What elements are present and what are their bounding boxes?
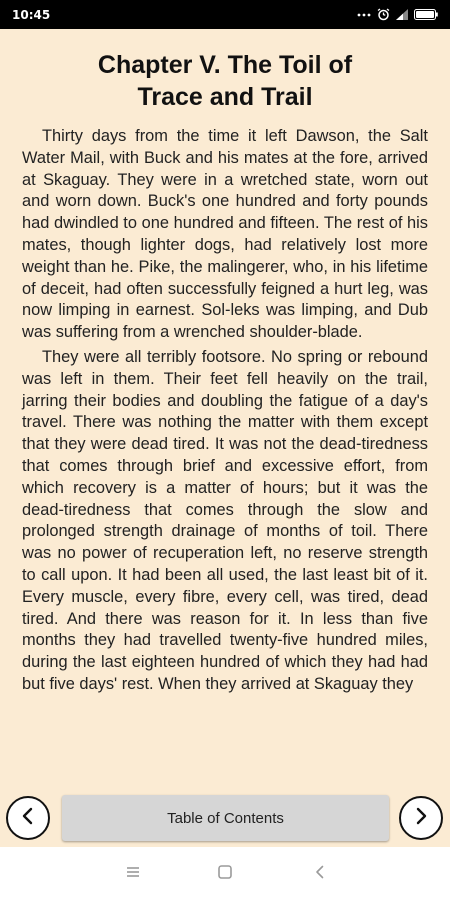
chevron-left-icon (19, 806, 37, 831)
status-icons (357, 8, 438, 21)
menu-button[interactable] (123, 864, 143, 884)
home-button[interactable] (215, 864, 235, 884)
dots-icon (357, 12, 371, 18)
signal-icon (396, 9, 408, 20)
battery-icon (414, 9, 438, 20)
chevron-right-icon (412, 806, 430, 831)
next-chapter-button[interactable] (399, 796, 443, 840)
back-button[interactable] (310, 864, 330, 884)
paragraph: They were all terribly footsore. No spring or rebound was left in them. Their feet fell heavily on the trail, jarring their bodies and doubling the fatigue of a day's travel. There was nothing the matter with them except that they were dead tired. It was not the dead-tiredness that comes through brief and excessive effort, from which recovery is a matter of hours; but it was the dead-tiredness that comes through the slow and prolonged strength drainage of months of toil. There was no power of recuperation left, no reserve strength to call upon. It had been all used, the last least bit of it. Every muscle, every fibre, every cell, was tired, dead tired. And there was reason for it. In less than five months they had travelled twenty-five hundred miles, during the last eighteen hundred of which they had had but five days' rest. When they arrived at Skaguay they (22, 347, 428, 693)
previous-chapter-button[interactable] (6, 796, 50, 840)
paragraph: Thirty days from the time it left Dawson, the Salt Water Mail, with Buck and his mates at the fore, arrived at Skaguay. They were in a wretched state, worn out and worn down. Buck's one hundred and forty pounds had dwindled to one hundred and fifteen. The rest of his mates, though lighter dogs, had relatively lost more weight than he. Pike, the malingerer, who, in his lifetime of deceit, had often successfully feigned a hurt leg, was now limping in earnest. Sol-leks was limping, and Dub was suffering from a wrenched shoulder-blade. (22, 127, 428, 342)
chapter-text (22, 126, 428, 696)
chapter-title-line-1: Chapter V. The Toil of (97, 51, 353, 79)
back-icon (312, 864, 328, 885)
alarm-icon (377, 8, 390, 21)
menu-icon (125, 865, 141, 884)
status-bar (0, 0, 450, 29)
home-icon (217, 864, 233, 885)
reader-content[interactable] (0, 29, 450, 791)
chapter-title (20, 49, 430, 113)
status-time: 10:45 (12, 7, 51, 22)
table-of-contents-button[interactable]: Table of Contents (62, 795, 389, 841)
system-navigation-bar (0, 847, 450, 900)
chapter-title-line-2: Trace and Trail (137, 83, 313, 111)
chapter-navigation (0, 791, 450, 847)
